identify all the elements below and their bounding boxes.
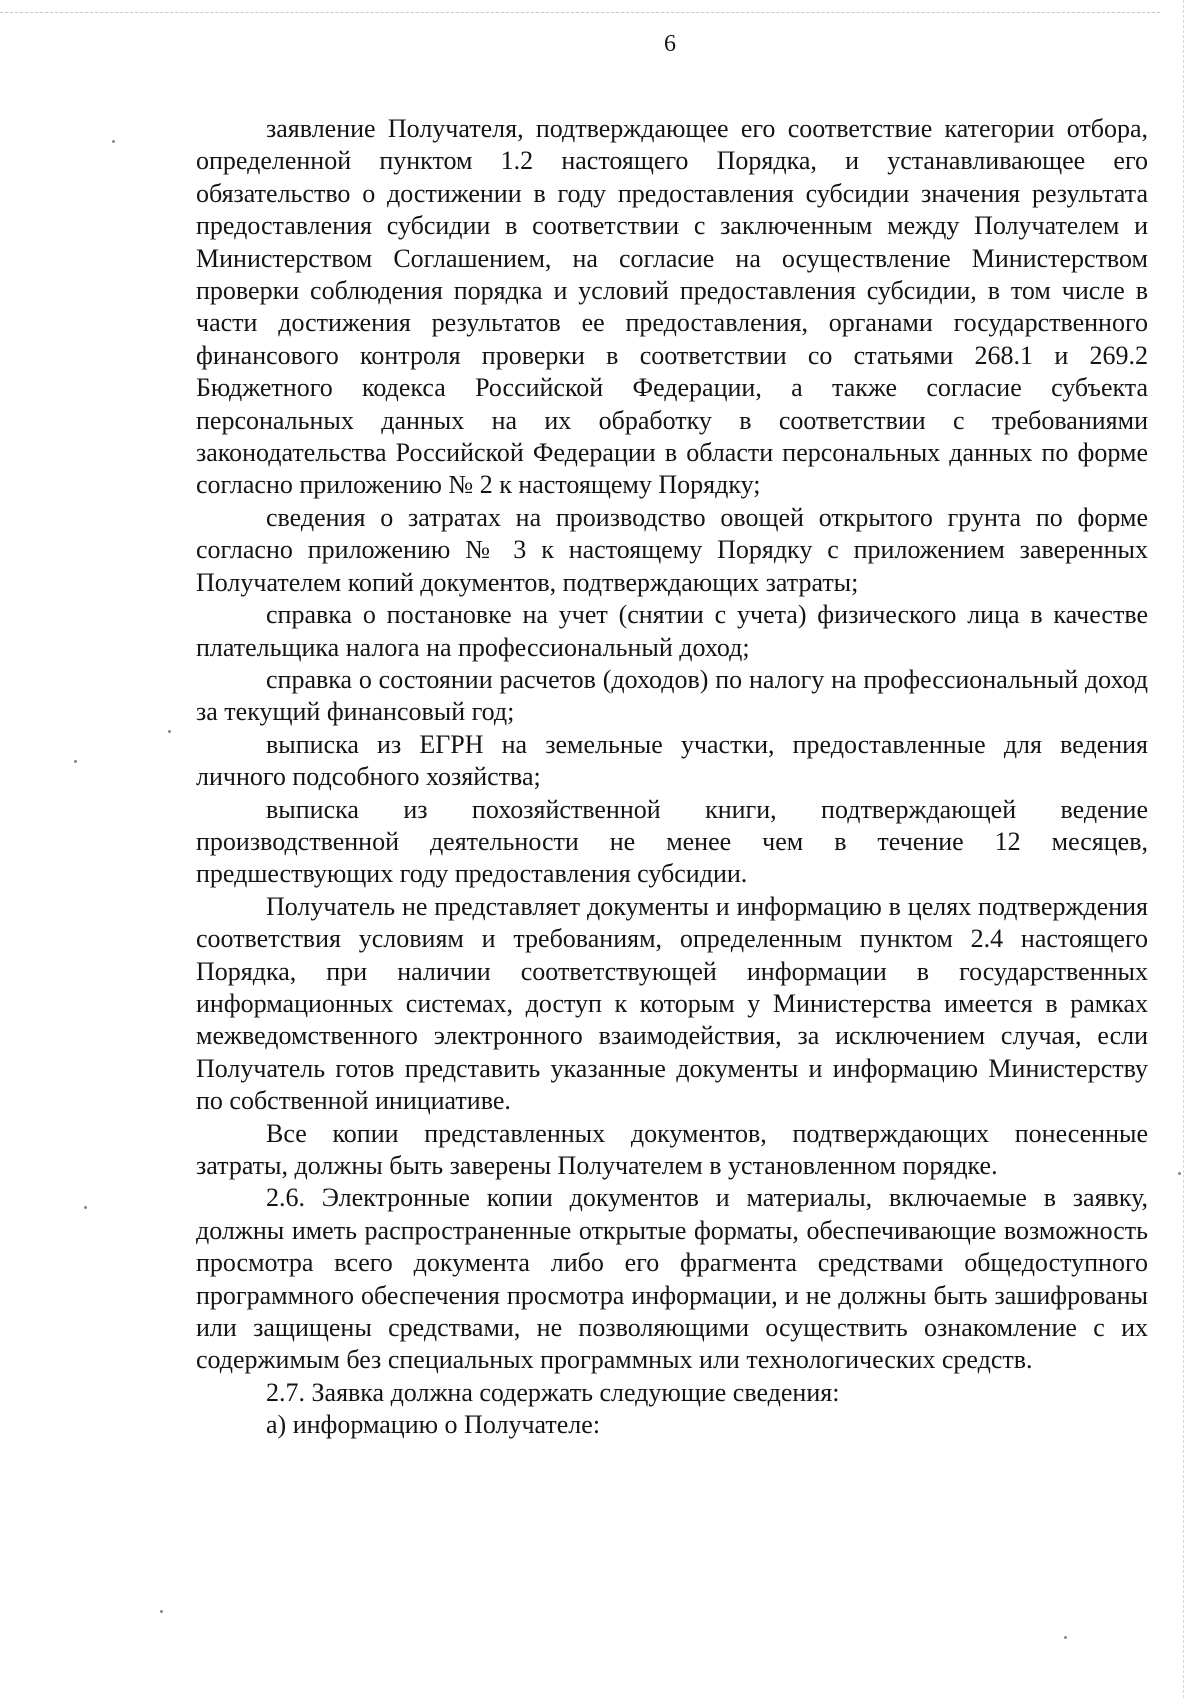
paragraph-egrn-extract: выписка из ЕГРН на земельные участки, предоставленные для ведения личного подсобного хозяйства; bbox=[196, 729, 1148, 792]
scan-speck bbox=[160, 1610, 163, 1613]
paragraph-section-2-6: 2.6. Электронные копии документов и материалы, включаемые в заявку, должны иметь распространенные открытые форматы, обеспечивающие возможность просмотра всего документа либо его фрагмента средствами общедоступного программного обеспечения просмотра информации, и не должны быть зашифрованы или защищены средствами, не позволяющими осуществить ознакомление с их содержимым без специальных программных или технологических средств. bbox=[196, 1183, 1148, 1375]
scan-speck bbox=[112, 140, 115, 143]
paragraph-tax-settlement-certificate: справка о состоянии расчетов (доходов) по налогу на профессиональный доход за текущий финансовый год; bbox=[196, 664, 1148, 727]
scan-speck bbox=[1178, 1172, 1181, 1175]
paragraph-household-book-extract: выписка из похозяйственной книги, подтверждающей ведение производственной деятельности не менее чем в течение 12 месяцев, предшествующих году предоставления субсидии. bbox=[196, 794, 1148, 889]
paragraph-section-2-7: 2.7. Заявка должна содержать следующие сведения: bbox=[266, 1377, 840, 1407]
scan-speck bbox=[74, 760, 77, 763]
document-body bbox=[196, 113, 1148, 1442]
paragraph-application-statement: заявление Получателя, подтверждающее его соответствие категории отбора, определенной пунктом 1.2 настоящего Порядка, и устанавливающее его обязательство о достижении в году предоставления субсидии значения результата предоставления субсидии в соответствии с заключенным между Получателем и Министерством Соглашением, на согласие на осуществление Министерством проверки соблюдения порядка и условий предоставления субсидии, в том числе в части достижения результатов ее предоставления, органами государственного финансового контроля проверки в соответствии со статьями 268.1 и 269.2 Бюджетного кодекса Российской Федерации, а также согласие субъекта персональных данных на их обработку в соответствии с требованиями законодательства Российской Федерации в области персональных данных по форме согласно приложению № 2 к настоящему Порядку; bbox=[196, 114, 1148, 500]
paragraph-interagency-exchange: Получатель не представляет документы и информацию в целях подтверждения соответствия условиям и требованиям, определенным пунктом 2.4 настоящего Порядка, при наличии соответствующей информации в государственных информационных системах, доступ к которым у Министерства имеется в рамках межведомственного электронного взаимодействия, за исключением случая, если Получатель готов представить указанные документы и информацию Министерству по собственной инициативе. bbox=[196, 891, 1148, 1116]
paragraph-item-a: а) информацию о Получателе: bbox=[266, 1410, 601, 1440]
paragraph-tax-registration-certificate: справка о постановке на учет (снятии с учета) физического лица в качестве плательщика налога на профессиональный доход; bbox=[196, 600, 1148, 662]
scan-speck bbox=[168, 730, 171, 733]
paragraph-certified-copies: Все копии представленных документов, подтверждающих понесенные затраты, должны быть заверены Получателем в установленном порядке. bbox=[196, 1118, 1148, 1180]
scan-edge-right bbox=[1183, 0, 1184, 1698]
paragraph-cost-information: сведения о затратах на производство овощей открытого грунта по форме согласно приложению № 3 к настоящему Порядку с приложением заверенных Получателем копий документов, подтверждающих затраты; bbox=[196, 502, 1148, 597]
scan-speck bbox=[1064, 1636, 1067, 1639]
scan-edge-top bbox=[0, 12, 1160, 13]
page-number: 6 bbox=[664, 31, 676, 57]
scan-speck bbox=[84, 1206, 87, 1209]
